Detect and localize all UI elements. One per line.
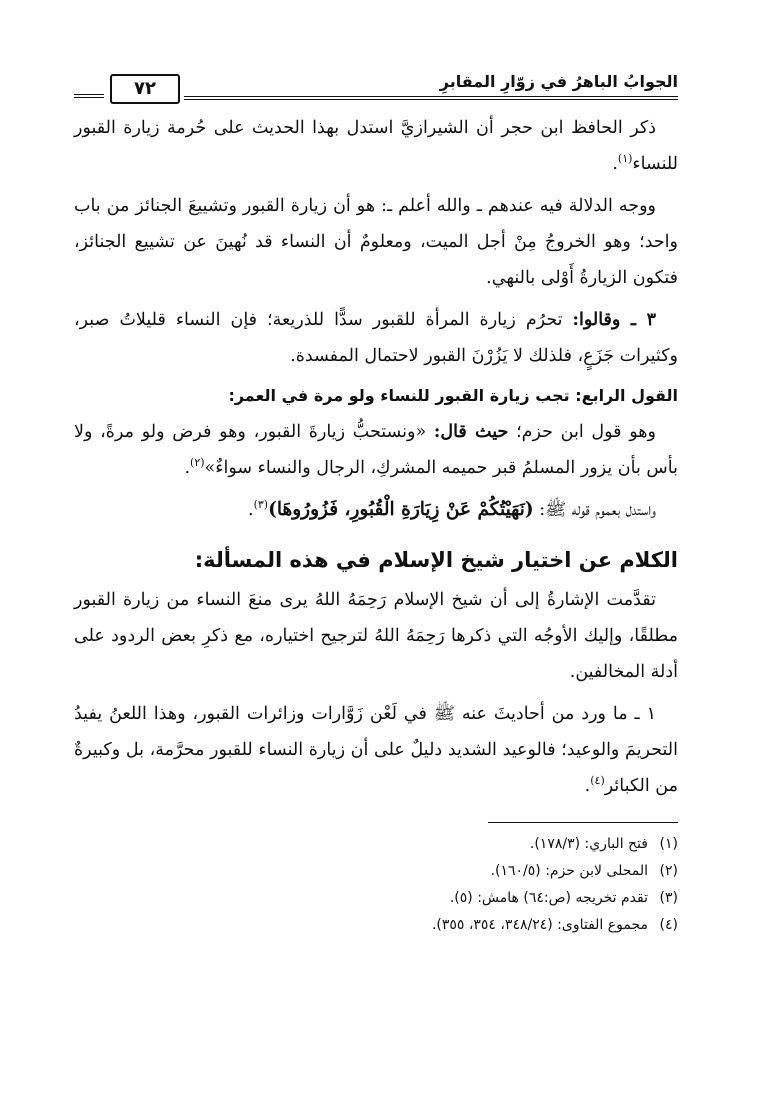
paragraph-5-end: .: [247, 500, 254, 520]
footnote-1: [74, 831, 678, 858]
footnote-4: [74, 912, 678, 939]
main-text: [74, 110, 678, 804]
page-number: ٧٢: [110, 74, 180, 104]
hadith-quote: (نَهَيْتُكُمْ عَنْ زِيَارَةِ الْقُبُورِ، فَزُورُوهَا): [268, 499, 534, 520]
paragraph-5: [74, 492, 678, 528]
footnote-ref-1[interactable]: (١): [617, 152, 633, 166]
paragraph-2: ووجه الدلالة فيه عندهم ـ والله أعلم ـ: هو أن زيارة القبور وتشييعَ الجنائز من باب واحد؛ وهو الخروجُ مِنْ أجل الميت، ومعلومٌ أن النساء قد نُهينَ عن تشييع الجنائز، فتكون الزيارةُ أَوْلى بالنهي.: [74, 196, 678, 288]
footnote-2: [74, 858, 678, 885]
footnote-number: (١): [659, 836, 678, 852]
sub-heading-fourth-opinion: القول الرابع: تجب زيارة القبور للنساء ولو مرة في العمر:: [228, 386, 678, 405]
paragraph-4: [74, 414, 678, 486]
footnote-ref-3[interactable]: (٣): [253, 498, 269, 512]
paragraph-1-end: .: [612, 154, 618, 174]
paragraph-4-quote: «ونستحبُّ زيارةَ القبور، وهو فرض ولو مرةً، ولا بأس بأن يزور المسلمُ قبر حميمه المشركِ، الرجال والنساء سواءٌ»: [74, 422, 678, 478]
footnote-number: (٣): [659, 890, 678, 906]
footnote-ref-2[interactable]: (٢): [190, 456, 205, 470]
paragraph-5-start: واستدل بعموم قوله ﷺ:: [539, 500, 656, 520]
paragraph-1-text: ذكر الحافظ ابن حجر أن الشيرازيَّ استدل بهذا الحديث على حُرمة زيارة القبور للنساء: [74, 118, 678, 174]
running-header: [74, 62, 678, 110]
footnote-ref-4[interactable]: (٤): [590, 774, 605, 788]
footnote-text: مجموع الفتاوى: (٣٤٨/٢٤، ٣٥٤، ٣٥٥).: [431, 917, 648, 933]
paragraph-4-start: وهو قول ابن حزم؛: [516, 422, 656, 442]
footnotes: [74, 831, 678, 939]
section-heading: الكلام عن اختيار شيخ الإسلام في هذه المسألة:: [194, 548, 678, 572]
paragraph-6: تقدَّمت الإشارةُ إلى أن شيخ الإسلام رَحِمَهُ اللهُ يرى منعَ النساء من زيارة القبور مطلقًا، وإليك الأوجُه التي ذكرها رَحِمَهُ اللهُ لترجيح اختياره، مع ذكرِ بعض الردود على أدلة المخالفين.: [74, 590, 678, 682]
paragraph-1: [74, 110, 678, 182]
footnote-text: فتح الباري: (١٧٨/٣).: [529, 836, 648, 852]
footnote-number: (٤): [659, 917, 678, 933]
book-title: الجوابُ الباهرُ في زوّارِ المقابرِ: [439, 72, 678, 91]
paragraph-7-end: .: [584, 776, 591, 796]
header-rule: [184, 96, 678, 100]
paragraph-7: [74, 696, 678, 804]
paragraph-3: [74, 302, 678, 374]
paragraph-3-lead: ٣ ـ وقالوا:: [572, 310, 656, 330]
paragraph-3-text: تحرُم زيارة المرأة للقبور سدًّا للذريعة؛ فإن النساء قليلاتُ صبر، وكثيرات جَزَعٍ، فلذلك لا يَزُرْنَ القبور لاحتمال المفسدة.: [74, 310, 678, 366]
footnote-text: تقدم تخريجه (ص:٦٤) هامش: (٥).: [449, 890, 648, 906]
header-rule-short: [74, 94, 104, 98]
paragraph-7-text: ١ ـ ما ورد من أحاديثَ عنه ﷺ في لَعْن زَوَّارات وزائرات القبور، وهذا اللعنُ يفيدُ التحريمَ والوعيد؛ فالوعيد الشديد دليلٌ على أن زيارة النساء للقبور محرَّمة، بل وكبيرةٌ من الكبائر: [74, 704, 678, 796]
footnote-3: [74, 885, 678, 912]
book-page: [74, 62, 678, 1062]
footnote-number: (٢): [659, 863, 678, 879]
footnote-text: المحلى لابن حزم: (١٦٠/٥).: [490, 863, 648, 879]
paragraph-4-end: .: [184, 458, 191, 478]
footnote-separator: [488, 822, 678, 823]
paragraph-4-bold: حيث قال:: [433, 422, 509, 442]
